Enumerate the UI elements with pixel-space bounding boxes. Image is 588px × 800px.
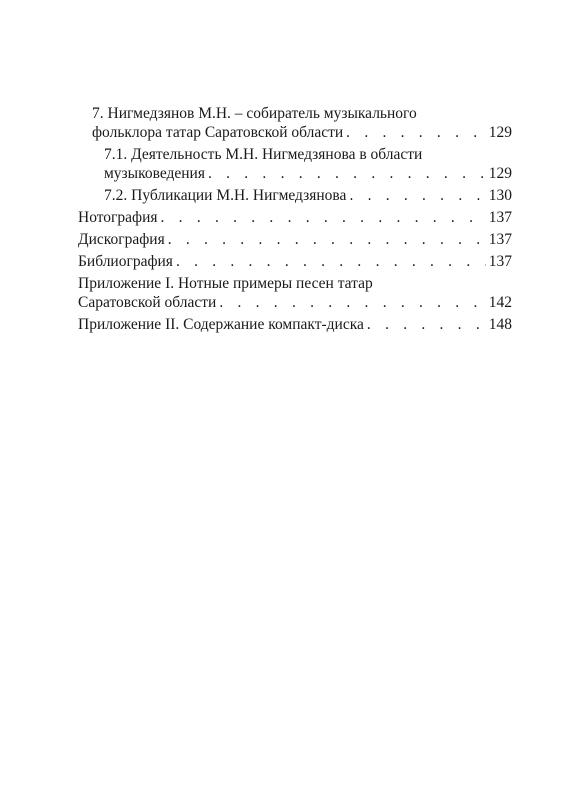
toc-entry-last-line [104,164,512,183]
toc-page-number: 129 [488,124,512,141]
toc-entry-publications [78,186,512,205]
toc-entry-title-line: Нотография [78,209,158,226]
toc-entry-nigmedzyanov-collector [78,104,512,142]
dot-leader [168,230,486,249]
toc-entry-bibliography [78,252,512,271]
toc-entry-title-line: 7.2. Публикации М.Н. Нигмедзянова [104,187,347,204]
toc-entry-title-line: фольклора татар Саратовской области [92,124,344,141]
dot-leader [367,315,486,334]
dot-leader [176,252,486,271]
toc-page-number: 137 [488,209,512,226]
toc-entry-title-line: Приложение II. Содержание компакт-диска [78,316,364,333]
toc-entry-musicology-activity [78,145,512,183]
toc-page-number: 142 [488,294,512,311]
toc-page-number: 137 [488,231,512,248]
toc-entry-last-line [78,293,512,312]
dot-leader [161,208,486,227]
toc-entry-title-line: 7.1. Деятельность М.Н. Нигмедзянова в области [104,146,423,163]
toc-page-number: 137 [488,253,512,270]
toc-entry-last-line [92,123,512,142]
toc-entry-notography [78,208,512,227]
toc-entry-last-line [104,186,512,205]
toc-entry-title-line: музыковедения [104,165,205,182]
toc-entry-title-line: 7. Нигмедзянов М.Н. – собиратель музыкального [92,105,417,122]
toc-entry-appendix-1 [78,274,512,312]
toc-entry-title-line: Саратовской области [78,294,217,311]
toc-entry-appendix-2 [78,315,512,334]
toc-entry-discography [78,230,512,249]
toc-entry-last-line [78,252,512,271]
toc-entry-title-line: Приложение I. Нотные примеры песен татар [78,275,373,292]
dot-leader [219,293,485,312]
toc-page-number: 148 [488,316,512,333]
toc-entry-last-line [78,315,512,334]
toc-entry-last-line [78,230,512,249]
toc-entry-title-line: Библиография [78,253,173,270]
toc-page-number: 130 [488,187,512,204]
dot-leader [349,186,485,205]
toc-entry-last-line [78,208,512,227]
dot-leader [346,123,486,142]
table-of-contents [78,104,512,337]
toc-entry-title-line: Дискография [78,231,165,248]
dot-leader [208,164,486,183]
toc-page-number: 129 [488,165,512,182]
